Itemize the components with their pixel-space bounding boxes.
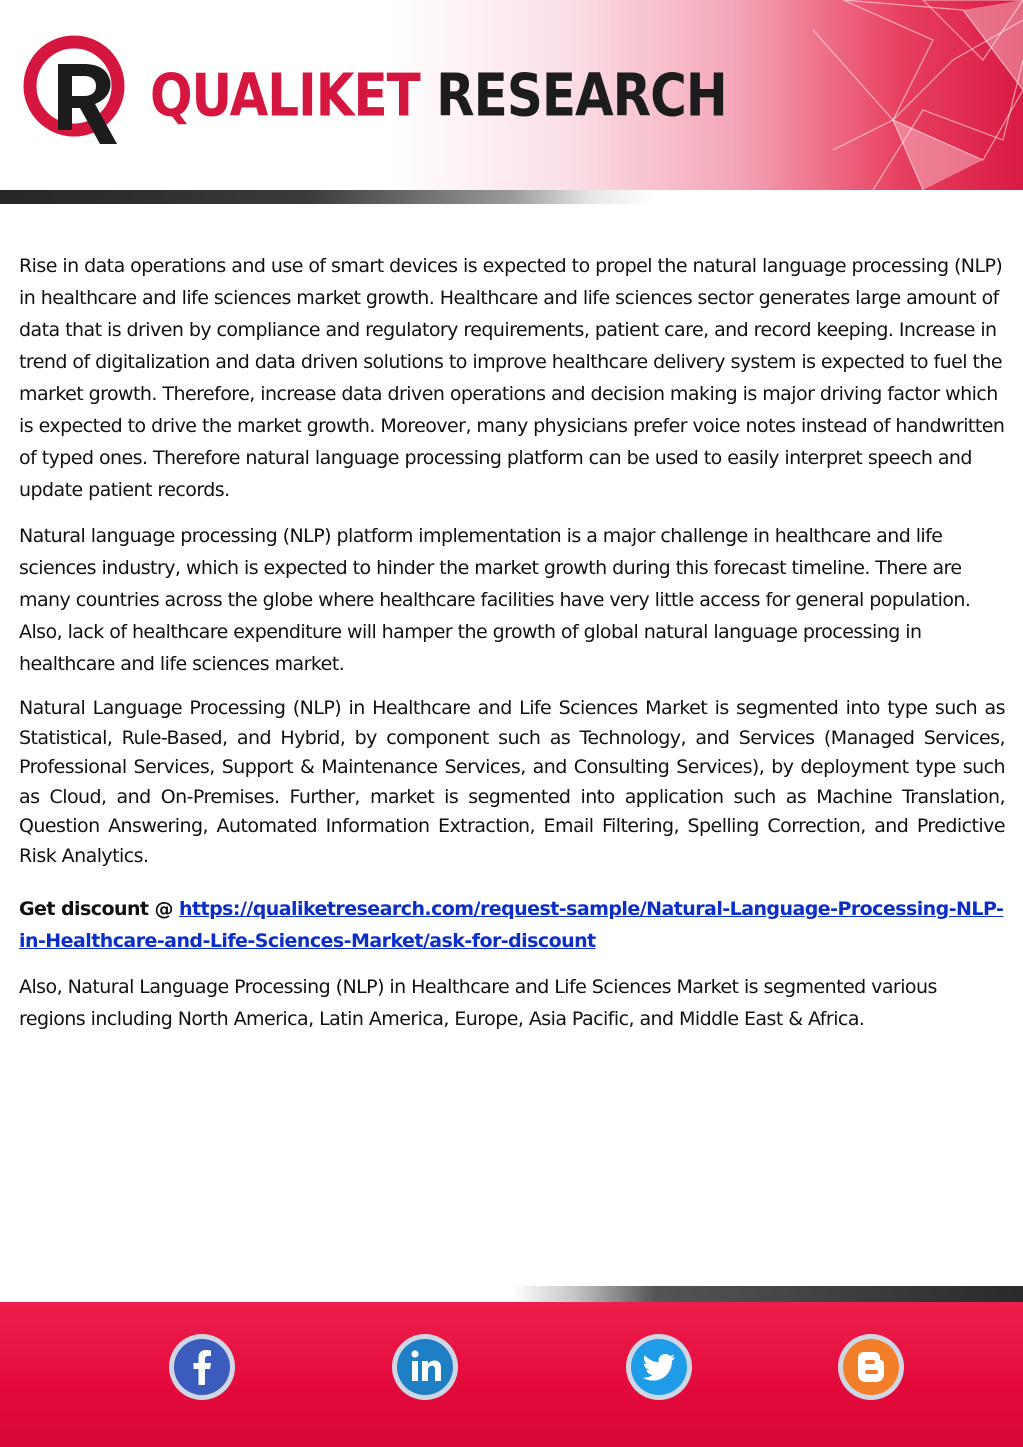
blogger-icon[interactable] xyxy=(837,1333,905,1401)
article-body xyxy=(19,250,1005,1049)
paragraph-segmentation: Natural Language Processing (NLP) in Healthcare and Life Sciences Market is segmented into type such as Statistical, Rule-Based, and Hybrid, by component such as Technology, and Services (Managed Services, Professional Services, Support & Maintenance Services, and Consulting Services), by deployment type such as Cloud, and On-Premises. Further, market is segmented into application such as Machine Translation, Question Answering, Automated Information Extraction, Email Filtering, Spelling Correction, and Predictive Risk Analytics. xyxy=(19,697,1005,867)
paragraph-regions: Also, Natural Language Processing (NLP) in Healthcare and Life Sciences Market is segmented various regions including North America, Latin America, Europe, Asia Pacific, and Middle East & Africa. xyxy=(19,976,937,1030)
paragraph-challenges: Natural language processing (NLP) platform implementation is a major challenge in healthcare and life sciences industry, which is expected to hinder the market growth during this forecast timeline. There are many countries across the globe where healthcare facilities have very little access for general population. Also, lack of healthcare expenditure will hamper the growth of global natural language processing in healthcare and life sciences market. xyxy=(19,525,971,675)
facebook-icon[interactable] xyxy=(168,1333,236,1401)
header-decoration xyxy=(723,0,1023,190)
brand-word-qualiket: QUALIKET xyxy=(150,61,420,130)
paragraph-drivers: Rise in data operations and use of smart devices is expected to propel the natural language processing (NLP) in healthcare and life sciences market growth. Healthcare and life sciences sector generates large amount of data that is driven by compliance and regulatory requirements, patient care, and record keeping. Increase in trend of digitalization and data driven solutions to improve healthcare delivery system is expected to fuel the market growth. Therefore, increase data driven operations and decision making is major driving factor which is expected to drive the market growth. Moreover, many physicians prefer voice notes instead of handwritten of typed ones. Therefore natural language processing platform can be used to easily interpret speech and update patient records. xyxy=(19,255,1005,501)
twitter-icon[interactable] xyxy=(625,1333,693,1401)
header-divider xyxy=(0,190,1023,204)
qr-logo-icon xyxy=(22,34,132,150)
discount-line xyxy=(19,893,1005,957)
discount-link[interactable]: https://qualiketresearch.com/request-sample/Natural-Language-Processing-NLP-in-Healthcare-and-Life-Sciences-Market/ask-for-discount xyxy=(19,898,1004,952)
header xyxy=(0,0,1023,190)
footer-divider xyxy=(0,1286,1023,1302)
brand-word-research: RESEARCH xyxy=(436,61,727,130)
discount-label: Get discount @ xyxy=(19,898,180,920)
brand-name xyxy=(150,61,727,130)
linkedin-icon[interactable] xyxy=(391,1333,459,1401)
